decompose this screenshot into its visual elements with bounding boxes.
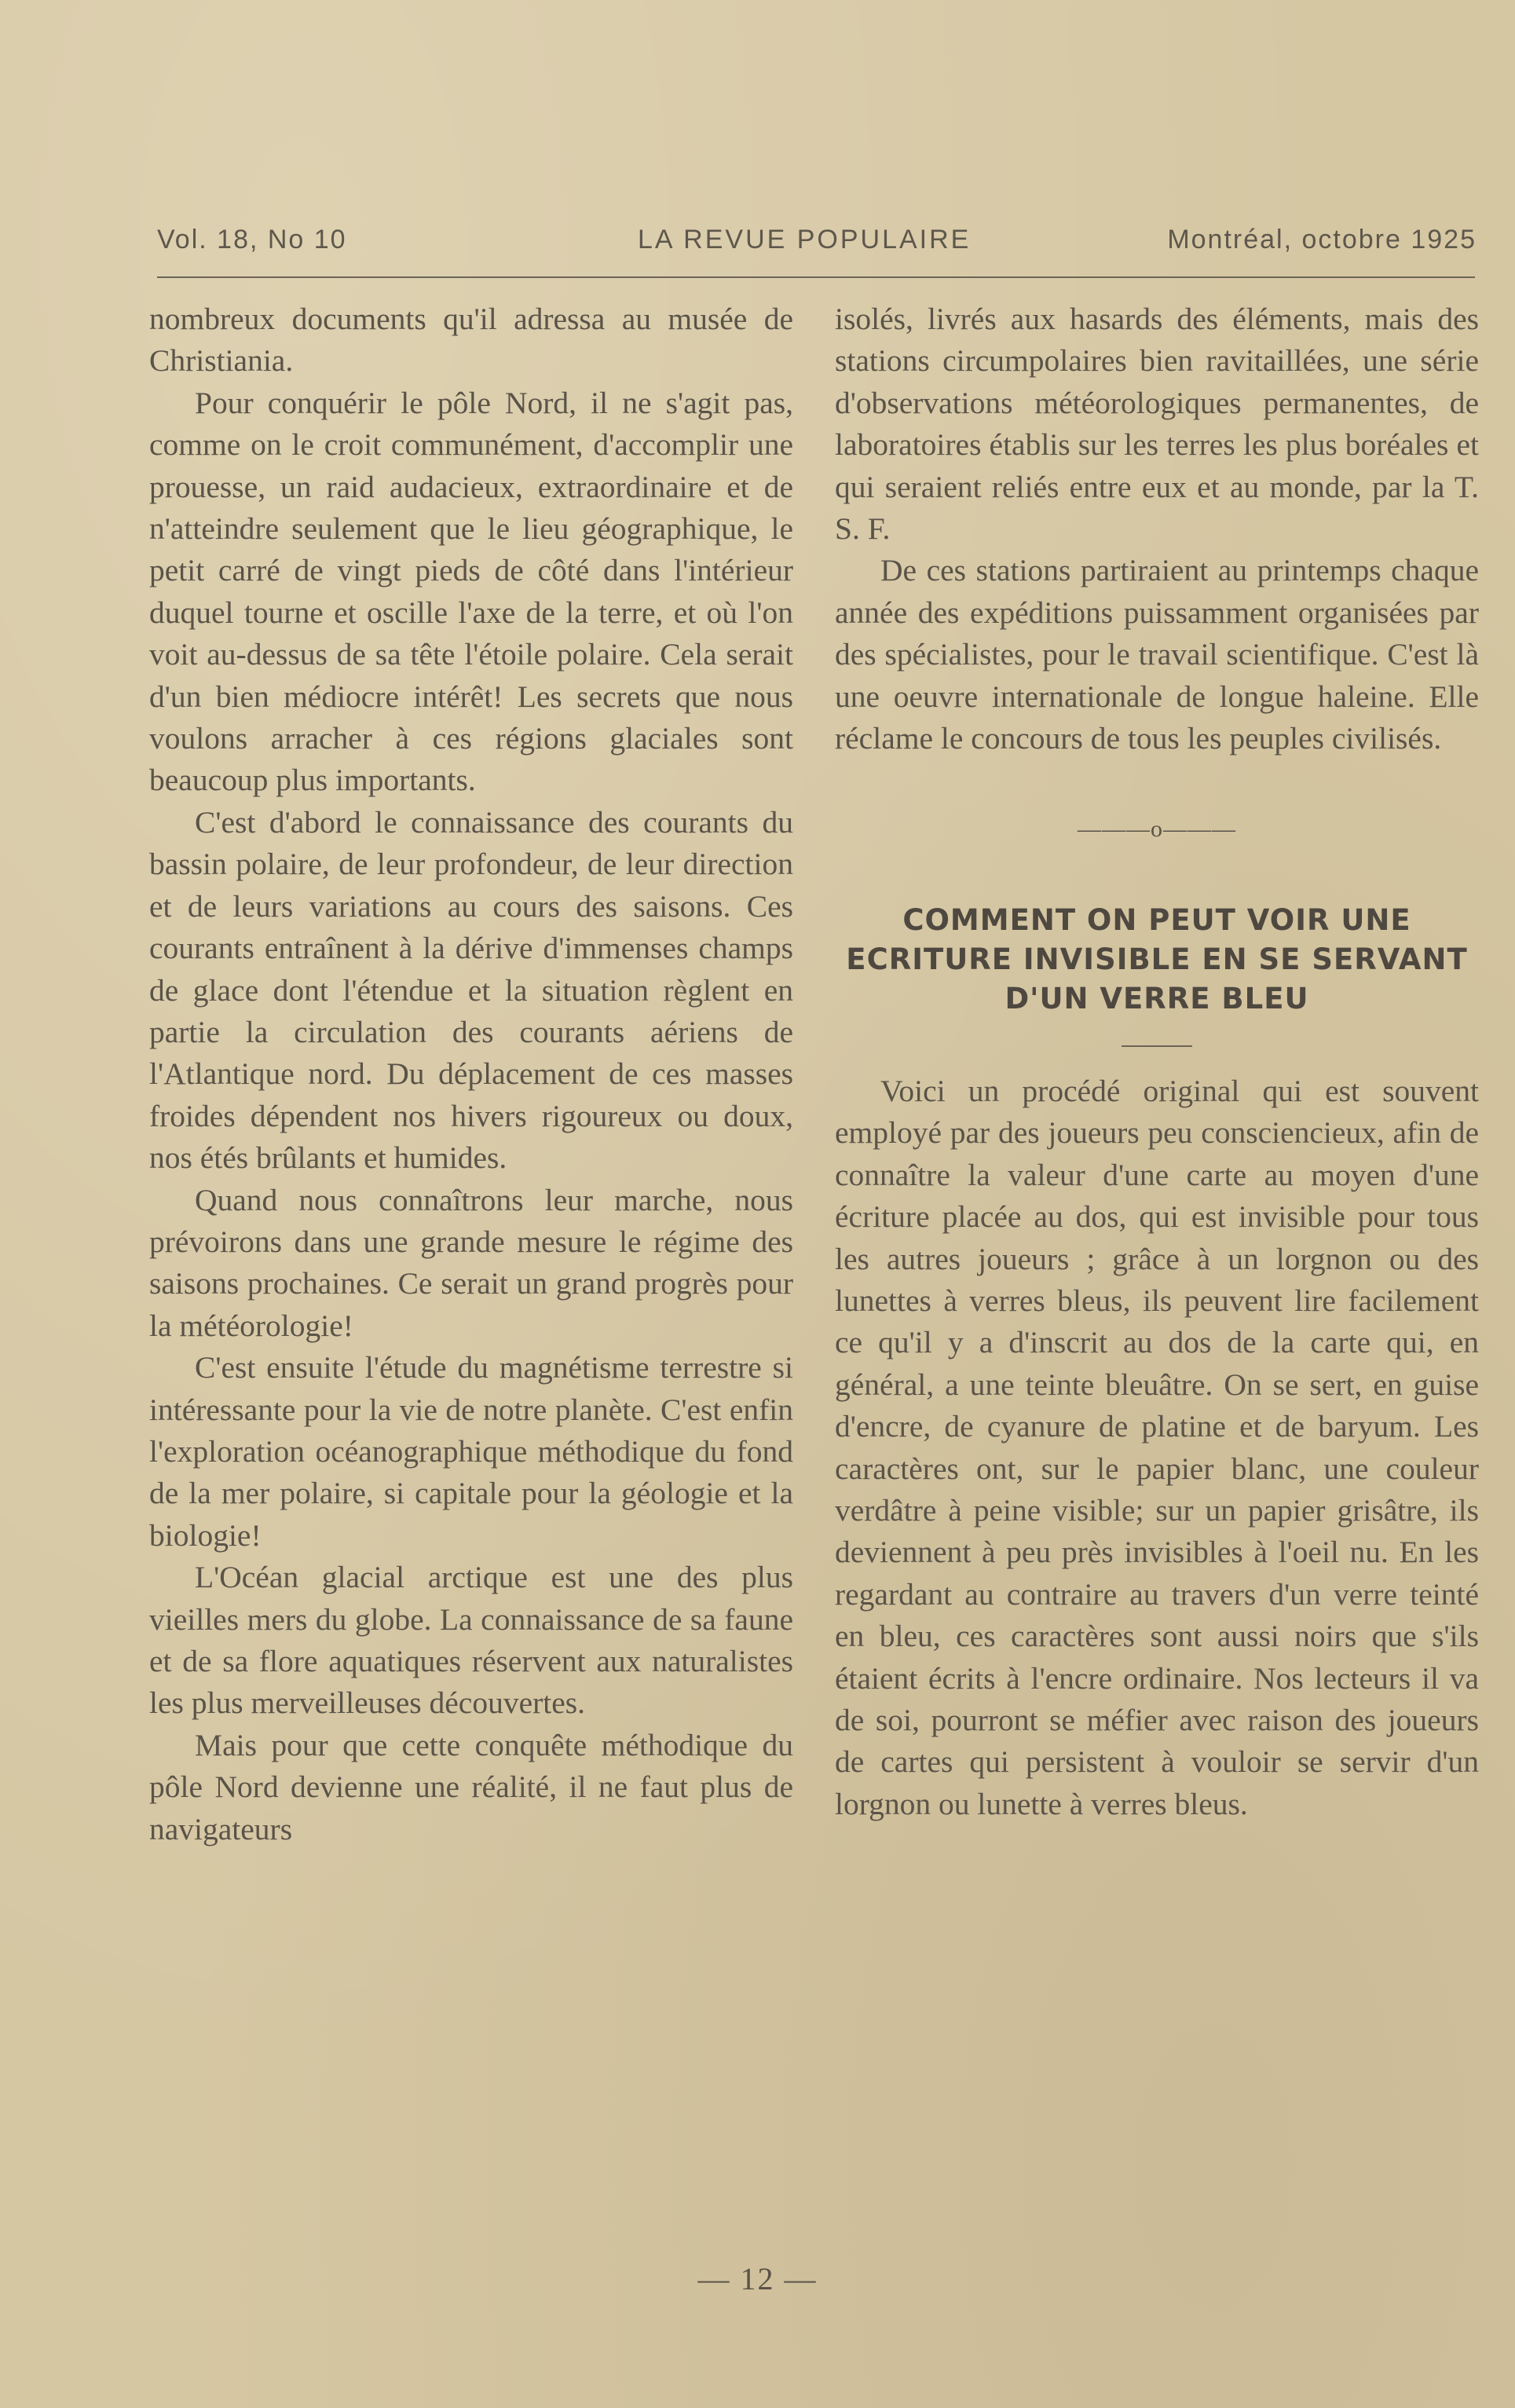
- article-headline: COMMENT ON PEUT VOIR UNE ECRITURE INVISIBLE EN SE SERVANT D'UN VERRE BLEU: [846, 902, 1468, 1016]
- paragraph: De ces stations partiraient au printemps chaque année des expéditions puissamment organisées par des spécialistes, pour le travail scientifique. C'est là une oeuvre internationale de longue haleine. Elle réclame le concours de tous les peuples civilisés.: [835, 553, 1479, 756]
- paragraph: isolés, livrés aux hasards des éléments, mais des stations circumpolaires bien ravitaillées, une série d'observations météorologiques permanentes, de laboratoires établis sur les terres les plus boréales et qui seraient reliés entre eux et au monde, par la T. S. F.: [835, 302, 1479, 547]
- article-body: Voici un procédé original qui est souvent employé par des joueurs peu consciencieux, afin de connaître la valeur d'une carte au moyen d'une écriture placée au dos, qui est invisible pour tous les autres joueurs ; grâce à un lorgnon ou des lunettes à verres bleus, ils peuvent lire facilement ce qu'il y a d'inscrit au dos de la carte qui, en général, a une teinte bleuâtre. On se sert, en guise d'encre, de cyanure de platine et de baryum. Les caractères ont, sur le papier blanc, une couleur verdâtre à peine visible; sur un papier grisâtre, ils deviennent à peu près invisibles à l'oeil nu. En les regardant au contraire au travers d'un verre teinté en bleu, ces caractères sont aussi noirs que s'ils étaient écrits à l'encre ordinaire. Nos lecteurs il va de soi, pourront se méfier avec raison des joueurs de cartes qui persistent à vouloir se servir d'un lorgnon ou lunette à verres bleus.: [835, 1073, 1479, 1821]
- volume-number: Vol. 18, No 10: [157, 225, 347, 254]
- headline-rule: [1122, 1045, 1192, 1047]
- paragraph: L'Océan glacial arctique est une des plus vieilles mers du globe. La connaissance de sa faune et de sa flore aquatiques réservent aux naturalistes les plus merveilleuses découvertes.: [149, 1560, 793, 1721]
- header-rule: [157, 276, 1475, 278]
- paragraph: Pour conquérir le pôle Nord, il ne s'agit pas, comme on le croit communément, d'accomplir une prouesse, un raid audacieux, extraordinaire et de n'atteindre seulement que le lieu géographique, le petit carré de vingt pieds de côté dans l'intérieur duquel tourne et oscille l'axe de la terre, et où l'on voit au-dessus de sa tête l'étoile polaire. Cela serait d'un bien médiocre intérêt! Les secrets que nous voulons arracher à ces régions glaciales sont beaucoup plus importants.: [149, 385, 793, 798]
- running-header: [157, 221, 1477, 269]
- page-number: — 12 —: [697, 2261, 818, 2296]
- left-column: [149, 298, 793, 1850]
- paragraph: nombreux documents qu'il adressa au musée de Christiania.: [149, 302, 793, 379]
- journal-title: LA REVUE POPULAIRE: [638, 225, 972, 254]
- paragraph: Quand nous connaîtrons leur marche, nous prévoirons dans une grande mesure le régime des saisons prochaines. Ce serait un grand progrès pour la météorologie!: [149, 1182, 793, 1343]
- right-column: [835, 298, 1479, 1825]
- section-separator: ———o———: [1078, 816, 1236, 843]
- paragraph: Mais pour que cette conquête méthodique du pôle Nord devienne une réalité, il ne faut plus de navigateurs: [149, 1727, 793, 1846]
- paragraph: C'est ensuite l'étude du magnétisme terrestre si intéressante pour la vie de notre planète. C'est enfin l'exploration océanographique méthodique du fond de la mer polaire, si capitale pour la géologie et la biologie!: [149, 1350, 793, 1553]
- place-and-date: Montréal, octobre 1925: [1167, 225, 1477, 254]
- paragraph: C'est d'abord le connaissance des courants du bassin polaire, de leur profondeur, de leur direction et de leurs variations au cours des saisons. Ces courants entraînent à la dérive d'immenses champs de glace dont l'étendue et la situation règlent en partie la circulation des courants aériens de l'Atlantique nord. Du déplacement de ces masses froides dépendent nos hivers rigoureux ou doux, nos étés brûlants et humides.: [149, 804, 793, 1176]
